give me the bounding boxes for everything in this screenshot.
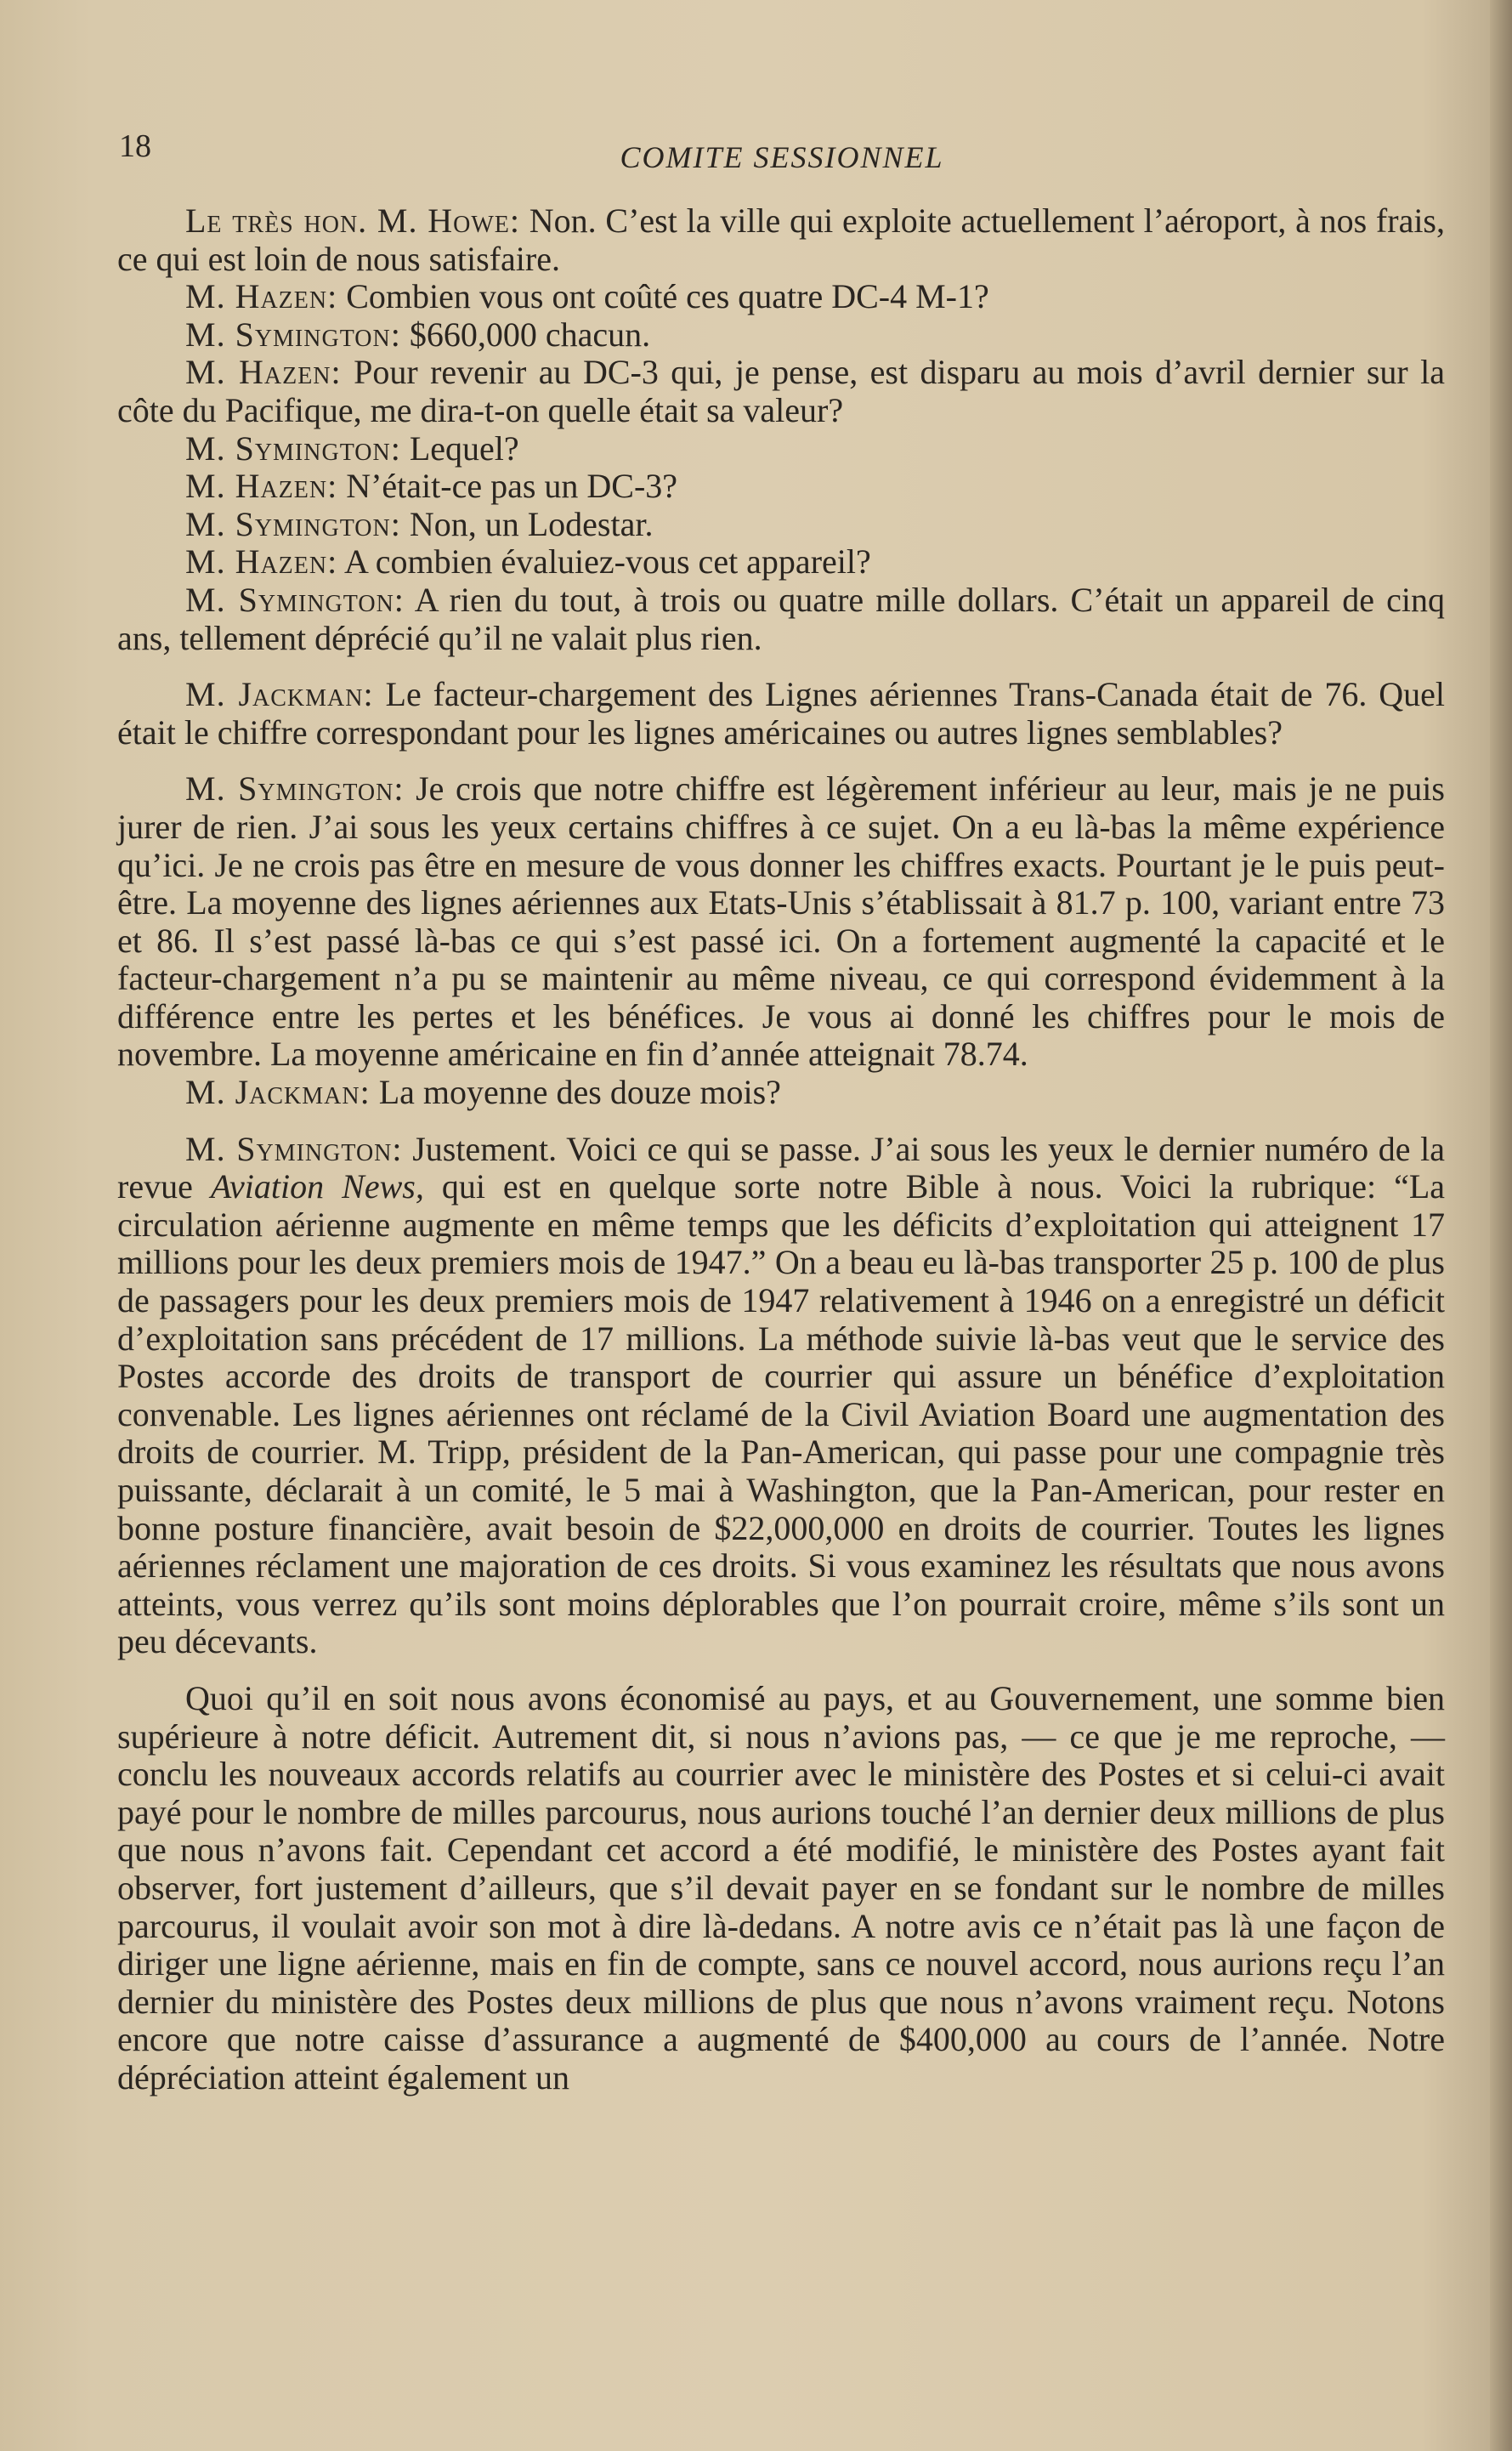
paragraph-text: qui est en quelque sorte notre Bible à nous. Voici la rubrique: “La circulation aérienne augmente en même temps que les déficits d’exploitation qui atteignent 17 millions pour les deux premiers mois de 1947.” On a beau eu là-bas transporter 25 p. 100 de plus de passagers pour les deux premiers mois de 1947 relativement à 1946 on a enregistré un déficit d’exploitation sans précédent de 17 millions. La méthode suivie là-bas veut que le service des Postes accorde des droits de transport de courrier qui assure un bénéfice d’exploitation convenable. Les lignes aériennes ont réclamé de la Civil Aviation Board une augmentation des droits de courrier. M. Tripp, président de la Pan-American, qui passe pour une compagnie très puissante, déclarait à un comité, le 5 mai à Washington, que la Pan-American, pour rester en bonne posture financière, avait besoin de $22,000,000 en droits de courrier. Toutes les lignes aériennes réclament une majoration de ces droits. Si vous examinez les résultats que nous avons atteints, vous verrez qu’ils sont moins déplorables que l’on pourrait croire, même s’ils sont un peu décevants. — [117, 1167, 1446, 1661]
speaker-name: M. Symington: — [185, 428, 401, 468]
paragraph — [117, 770, 1445, 1074]
paragraph — [117, 468, 1445, 506]
paragraph — [117, 506, 1445, 544]
paragraph — [117, 202, 1445, 278]
publication-title: Aviation News, — [210, 1167, 424, 1206]
speaker-name: M. Hazen: — [185, 277, 338, 316]
paragraph-text: Non, un Lodestar. — [409, 504, 654, 543]
speaker-name: M. Symington: — [185, 315, 401, 354]
speaker-name: M. Symington: — [185, 769, 405, 808]
paragraph — [117, 430, 1445, 468]
speaker-name: M. Hazen: — [185, 467, 338, 506]
paragraph-text: Non. C’est la ville qui exploite actuellement l’aéroport, à nos frais, ce qui est loin de nous satisfaire. — [117, 201, 1445, 278]
speaker-name: M. Symington: — [185, 580, 405, 619]
paragraph-text: Le facteur-chargement des Lignes aériennes Trans-Canada était de 76. Quel était le chiffre correspondant pour les lignes américaines ou autres lignes semblables? — [117, 675, 1445, 752]
paragraph — [117, 1074, 1445, 1112]
paragraph-text: Justement. Voici ce qui se passe. J’ai sous les yeux le dernier numéro de la revue — [117, 1129, 1446, 1206]
paragraph — [117, 316, 1445, 355]
speaker-name: Le très hon. M. Howe: — [185, 201, 520, 240]
page-body — [117, 202, 1445, 2097]
paragraph — [117, 1680, 1445, 2097]
paragraph-text: Je crois que notre chiffre est légèrement inférieur au leur, mais je ne puis jurer de rien. J’ai sous les yeux certains chiffres à ce sujet. On a eu là-bas la même expérience qu’ici. Je ne crois pas être en mesure de vous donner les chiffres exacts. Pourtant je le puis peut-être. La moyenne des lignes aériennes aux Etats-Unis s’établissait à 81.7 p. 100, variant entre 73 et 86. Il s’est passé là-bas ce qui s’est passé ici. On a fortement augmenté la capacité et le facteur-chargement n’a pu se maintenir au même niveau, ce qui correspond évidemment à la différence entre les pertes et les bénéfices. Je vous ai donné les chiffres pour le mois de novembre. La moyenne américaine en fin d’année atteignait 78.74. — [117, 769, 1445, 1074]
paragraph-text: N’était-ce pas un DC-3? — [346, 467, 678, 506]
speaker-name: M. Jackman: — [185, 675, 374, 714]
paragraph — [117, 582, 1445, 657]
paragraph-text: A rien du tout, à trois ou quatre mille dollars. C’était un appareil de cinq ans, tellement déprécié qu’il ne valait plus rien. — [117, 580, 1445, 657]
paragraph — [117, 354, 1445, 429]
speaker-name: M. Symington: — [185, 1129, 403, 1168]
page-number: 18 — [119, 128, 151, 164]
paragraph — [117, 278, 1445, 316]
paragraph — [117, 543, 1445, 582]
book-spine-shadow — [1490, 0, 1512, 2451]
speaker-name: M. Hazen: — [185, 542, 338, 582]
speaker-name: M. Hazen: — [185, 353, 342, 392]
paragraph-text: Lequel? — [409, 428, 519, 468]
running-title: COMITE SESSIONNEL — [620, 140, 944, 174]
paragraph — [117, 1131, 1445, 1661]
paragraph-text: Quoi qu’il en soit nous avons économisé au pays, et au Gouvernement, une somme bien supérieure à notre déficit. Autrement dit, si nous n’avions pas, — ce que je me reproche, — conclu les nouveaux accords relatifs au courrier avec le ministère des Postes et si celui-ci avait payé pour le nombre de milles parcourus, nous aurions touché l’an dernier deux millions de plus que nous n’avons fait. Cependant cet accord a été modifié, le ministère des Postes ayant fait observer, fort justement d’ailleurs, que s’il devait payer en se fondant sur le nombre de milles parcourus, il voulait avoir son mot à dire là-dedans. A notre avis ce n’était pas là une façon de diriger une ligne aérienne, mais en fin de compte, sans ce nouvel accord, nous aurions reçu l’an dernier du ministère des Postes deux millions de plus que nous n’avons vraiment reçu. Notons encore que notre caisse d’assurance a augmenté de $400,000 au cours de l’année. Notre dépréciation atteint également un — [117, 1678, 1445, 2096]
paragraph-text: Pour revenir au DC-3 qui, je pense, est disparu au mois d’avril dernier sur la côte du Pacifique, me dira-t-on quelle était sa valeur? — [117, 353, 1446, 429]
speaker-name: M. Symington: — [185, 504, 401, 543]
speaker-name: M. Jackman: — [185, 1073, 371, 1112]
paragraph — [117, 676, 1445, 752]
page-header — [119, 128, 1445, 179]
paragraph-text: $660,000 chacun. — [409, 315, 651, 354]
paragraph-text: Combien vous ont coûté ces quatre DC-4 M-1? — [346, 277, 989, 316]
paragraph-text: La moyenne des douze mois? — [378, 1073, 781, 1112]
paragraph-text: A combien évaluiez-vous cet appareil? — [344, 542, 871, 582]
